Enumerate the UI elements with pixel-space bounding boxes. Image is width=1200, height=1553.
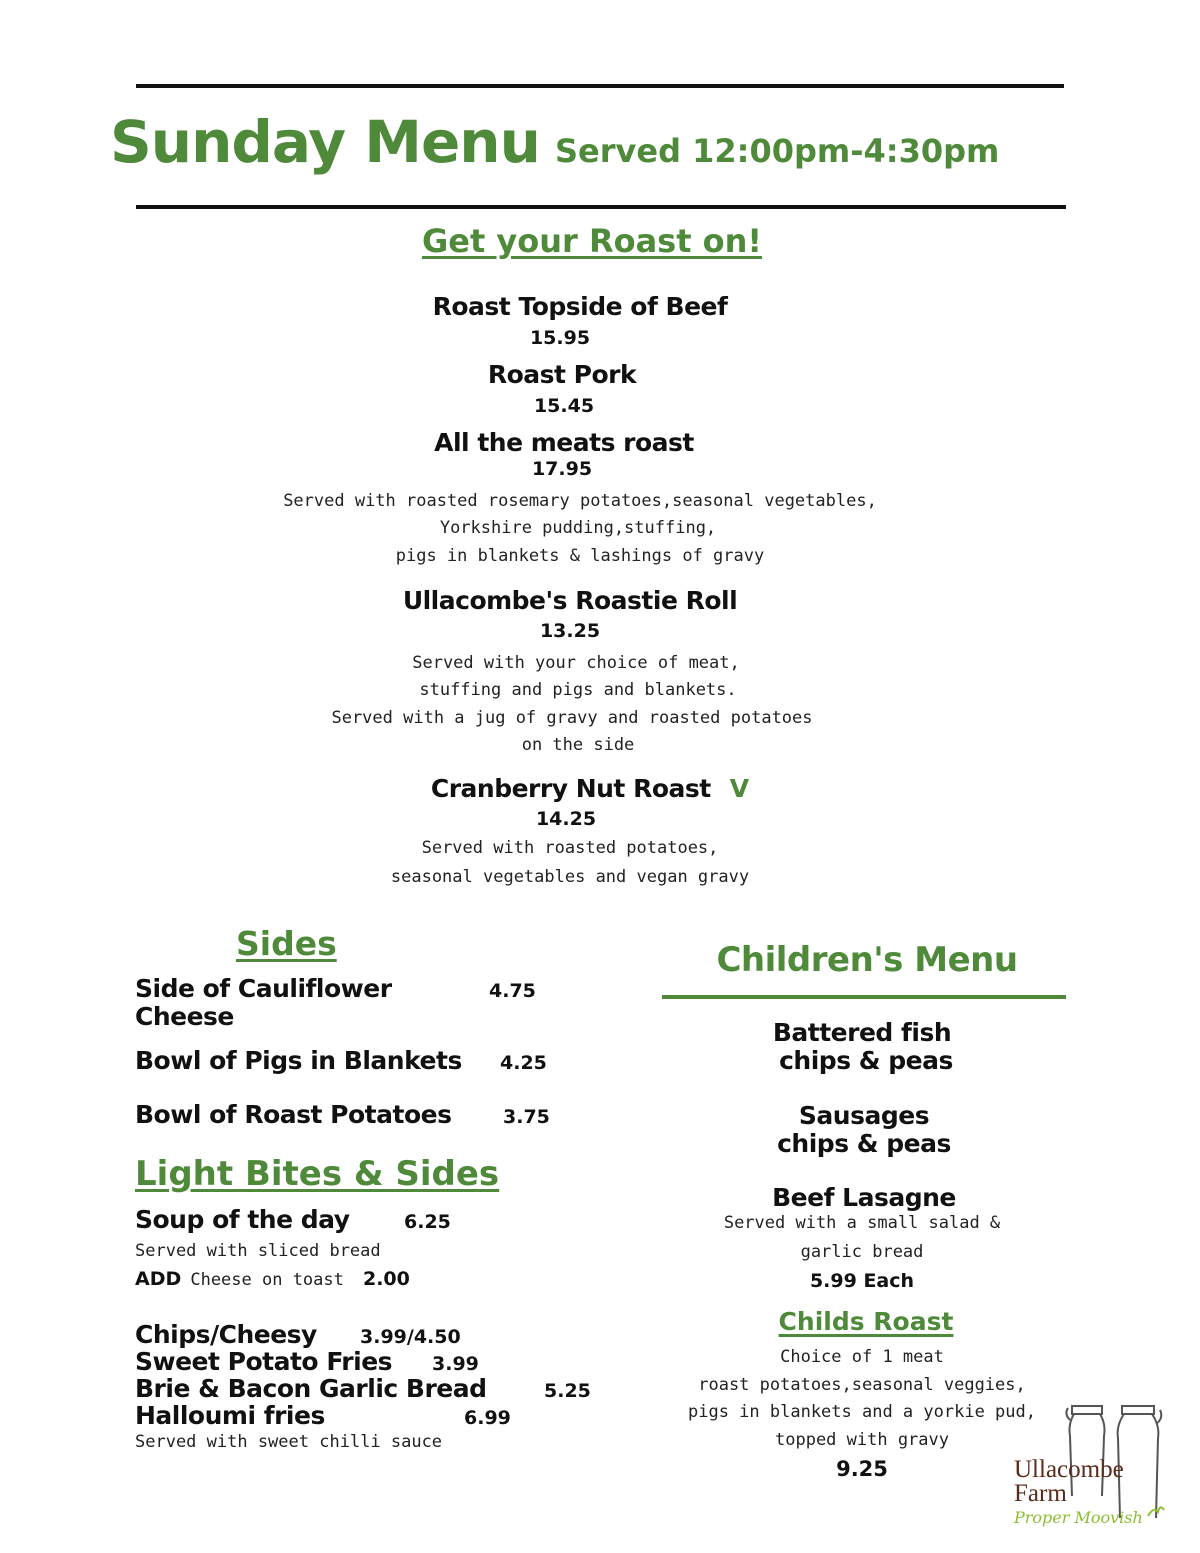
halloumi-price: 6.99 xyxy=(464,1407,511,1429)
vegan-mark: V xyxy=(729,774,750,803)
light-heading: Light Bites & Sides xyxy=(135,1154,500,1194)
served-hours: Served 12:00pm-4:30pm xyxy=(554,132,1000,170)
soup-price: 6.25 xyxy=(404,1211,451,1233)
brie-price: 5.25 xyxy=(544,1380,591,1402)
childs-roast-desc-4: topped with gravy xyxy=(775,1430,949,1450)
children-rule xyxy=(662,995,1066,999)
childs-roast-price: 9.25 xyxy=(836,1457,888,1481)
logo-line-2: Farm xyxy=(1014,1480,1067,1507)
childs-roast-desc-1: Choice of 1 meat xyxy=(780,1347,944,1367)
add-text: Cheese on toast xyxy=(190,1270,344,1290)
chips-price: 3.99/4.50 xyxy=(360,1326,461,1348)
pigs-price: 4.25 xyxy=(500,1052,547,1074)
beef-name: Roast Topside of Beef xyxy=(432,292,728,321)
lasagne-name: Beef Lasagne xyxy=(772,1183,956,1212)
bottom-rule xyxy=(136,205,1066,209)
halloumi-name: Halloumi fries xyxy=(135,1401,325,1430)
potatoes-price: 3.75 xyxy=(503,1106,550,1128)
add-row xyxy=(135,1268,410,1290)
roll-desc-1: Served with your choice of meat, xyxy=(412,653,740,673)
fish-line-2: chips & peas xyxy=(779,1046,953,1075)
roll-price: 13.25 xyxy=(539,620,601,642)
logo-tagline: Proper Moovish xyxy=(1014,1508,1143,1527)
beef-price: 15.95 xyxy=(529,327,591,349)
roll-desc-4: on the side xyxy=(521,735,635,755)
pork-name: Roast Pork xyxy=(487,360,637,389)
cauli-price: 4.75 xyxy=(489,980,536,1002)
sweet-price: 3.99 xyxy=(432,1353,479,1375)
roll-desc-2: stuffing and pigs and blankets. xyxy=(419,680,737,700)
meats-desc-3: pigs in blankets & lashings of gravy xyxy=(395,546,765,566)
pork-price: 15.45 xyxy=(533,395,595,417)
nut-name: Cranberry Nut Roast xyxy=(430,774,711,803)
children-heading: Children's Menu xyxy=(716,940,1018,980)
potatoes-name: Bowl of Roast Potatoes xyxy=(135,1100,452,1129)
chips-name: Chips/Cheesy xyxy=(135,1320,317,1349)
childs-roast-desc-2: roast potatoes,seasonal veggies, xyxy=(698,1375,1026,1395)
page-title-row xyxy=(110,108,1110,176)
roll-desc-3: Served with a jug of gravy and roasted potatoes xyxy=(331,708,813,728)
sausages-line-1: Sausages xyxy=(798,1101,930,1130)
halloumi-desc: Served with sweet chilli sauce xyxy=(135,1432,443,1452)
childs-roast-heading-wrap xyxy=(662,1307,1070,1336)
nut-name-row xyxy=(0,774,1190,803)
nut-desc-2: seasonal vegetables and vegan gravy xyxy=(390,867,750,887)
logo-line-1: Ullacombe xyxy=(1014,1456,1124,1483)
brie-name: Brie & Bacon Garlic Bread xyxy=(135,1374,487,1403)
roll-name: Ullacombe's Roastie Roll xyxy=(402,586,738,615)
sweet-name: Sweet Potato Fries xyxy=(135,1347,393,1376)
meats-name: All the meats roast xyxy=(434,428,694,457)
meats-desc-1: Served with roasted rosemary potatoes,seasonal vegetables, xyxy=(283,491,877,511)
meats-desc-2: Yorkshire pudding,stuffing, xyxy=(439,518,717,538)
add-label: ADD xyxy=(135,1268,182,1290)
cauli-name-1: Side of Cauliflower xyxy=(135,974,392,1003)
soup-desc: Served with sliced bread xyxy=(135,1241,381,1261)
each-price: 5.99 Each xyxy=(809,1270,915,1292)
childs-roast-heading: Childs Roast xyxy=(778,1307,954,1336)
cauli-name-2: Cheese xyxy=(135,1002,234,1031)
lasagne-desc-1: Served with a small salad & xyxy=(723,1213,1001,1233)
fish-line-1: Battered fish xyxy=(772,1018,952,1047)
sausages-line-2: chips & peas xyxy=(777,1129,951,1158)
page-title: Sunday Menu xyxy=(110,108,540,176)
lasagne-desc-2: garlic bread xyxy=(800,1242,924,1262)
roast-heading-wrap xyxy=(0,222,1192,260)
roast-heading: Get your Roast on! xyxy=(421,222,762,260)
top-rule xyxy=(136,84,1064,88)
logo xyxy=(1010,1396,1170,1536)
sides-heading: Sides xyxy=(236,924,337,963)
nut-price: 14.25 xyxy=(535,808,597,830)
childs-roast-desc-3: pigs in blankets and a yorkie pud, xyxy=(688,1402,1036,1422)
nut-desc-1: Served with roasted potatoes, xyxy=(421,838,719,858)
soup-name: Soup of the day xyxy=(135,1205,350,1234)
pigs-name: Bowl of Pigs in Blankets xyxy=(135,1046,462,1075)
add-price: 2.00 xyxy=(362,1268,410,1290)
meats-price: 17.95 xyxy=(531,458,593,480)
